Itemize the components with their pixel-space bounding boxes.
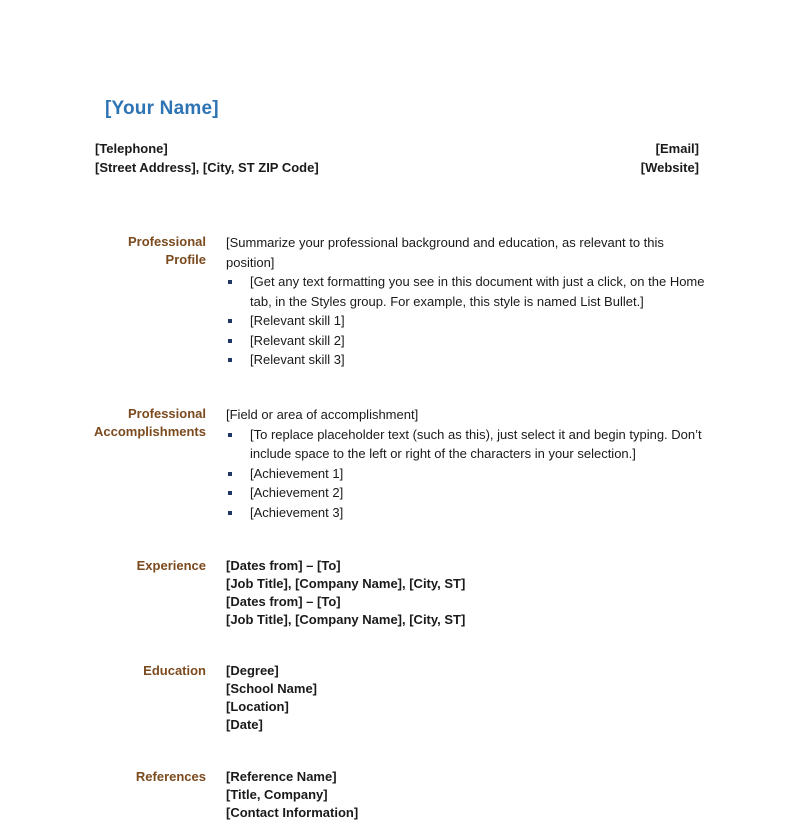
section-label-education: Education [143, 663, 206, 678]
list-item[interactable]: [Achievement 1] [226, 464, 706, 484]
telephone-field[interactable]: [Telephone] [95, 141, 168, 156]
accomplishments-bullet-list [226, 425, 706, 523]
contact-row-2 [95, 158, 699, 177]
section-label-experience: Experience [136, 558, 206, 573]
experience-line[interactable]: [Dates from] – [To] [226, 558, 341, 573]
profile-bullet-list [226, 272, 706, 370]
square-bullet-icon [228, 491, 232, 495]
section-label-accomplishments: Professional Accomplishments [94, 406, 206, 439]
section-body-education [226, 662, 706, 734]
profile-intro[interactable]: [Summarize your professional background and education, as relevant to this position] [226, 235, 664, 270]
experience-line[interactable]: [Job Title], [Company Name], [City, ST] [226, 612, 466, 627]
experience-line[interactable]: [Dates from] – [To] [226, 594, 341, 609]
education-line[interactable]: [Degree] [226, 663, 279, 678]
section-body-references [226, 768, 706, 822]
reference-line[interactable]: [Reference Name] [226, 769, 337, 784]
accomplishments-intro[interactable]: [Field or area of accomplishment] [226, 407, 419, 422]
your-name-heading[interactable]: [Your Name] [105, 98, 219, 119]
education-line[interactable]: [School Name] [226, 681, 318, 696]
section-body-profile [226, 233, 706, 370]
section-label-profile: Professional Profile [127, 234, 206, 267]
website-field[interactable]: [Website] [640, 160, 699, 175]
education-line[interactable]: [Date] [226, 717, 263, 732]
experience-line[interactable]: [Job Title], [Company Name], [City, ST] [226, 576, 466, 591]
square-bullet-icon [228, 319, 232, 323]
section-body-accomplishments [226, 405, 706, 522]
section-body-experience [226, 557, 706, 629]
list-item[interactable]: [Relevant skill 1] [226, 311, 706, 331]
square-bullet-icon [228, 433, 232, 437]
square-bullet-icon [228, 339, 232, 343]
reference-line[interactable]: [Contact Information] [226, 805, 359, 820]
list-item[interactable]: [To replace placeholder text (such as this), just select it and begin typing. Don’t include space to the left or right of the characters in your selection.] [226, 425, 706, 464]
list-item[interactable]: [Relevant skill 2] [226, 331, 706, 351]
section-label-references: References [135, 769, 206, 784]
list-item[interactable]: [Relevant skill 3] [226, 350, 706, 370]
list-item[interactable]: [Get any text formatting you see in this document with just a click, on the Home tab, in the Styles group. For example, this style is named List Bullet.] [226, 272, 706, 311]
address-field[interactable]: [Street Address], [City, ST ZIP Code] [95, 160, 319, 175]
square-bullet-icon [228, 280, 232, 284]
list-item[interactable]: [Achievement 3] [226, 503, 706, 523]
contact-row-1 [95, 139, 699, 158]
list-item[interactable]: [Achievement 2] [226, 483, 706, 503]
reference-line[interactable]: [Title, Company] [226, 787, 328, 802]
square-bullet-icon [228, 358, 232, 362]
square-bullet-icon [228, 472, 232, 476]
email-field[interactable]: [Email] [655, 141, 699, 156]
education-line[interactable]: [Location] [226, 699, 289, 714]
square-bullet-icon [228, 511, 232, 515]
contact-block [95, 139, 699, 177]
